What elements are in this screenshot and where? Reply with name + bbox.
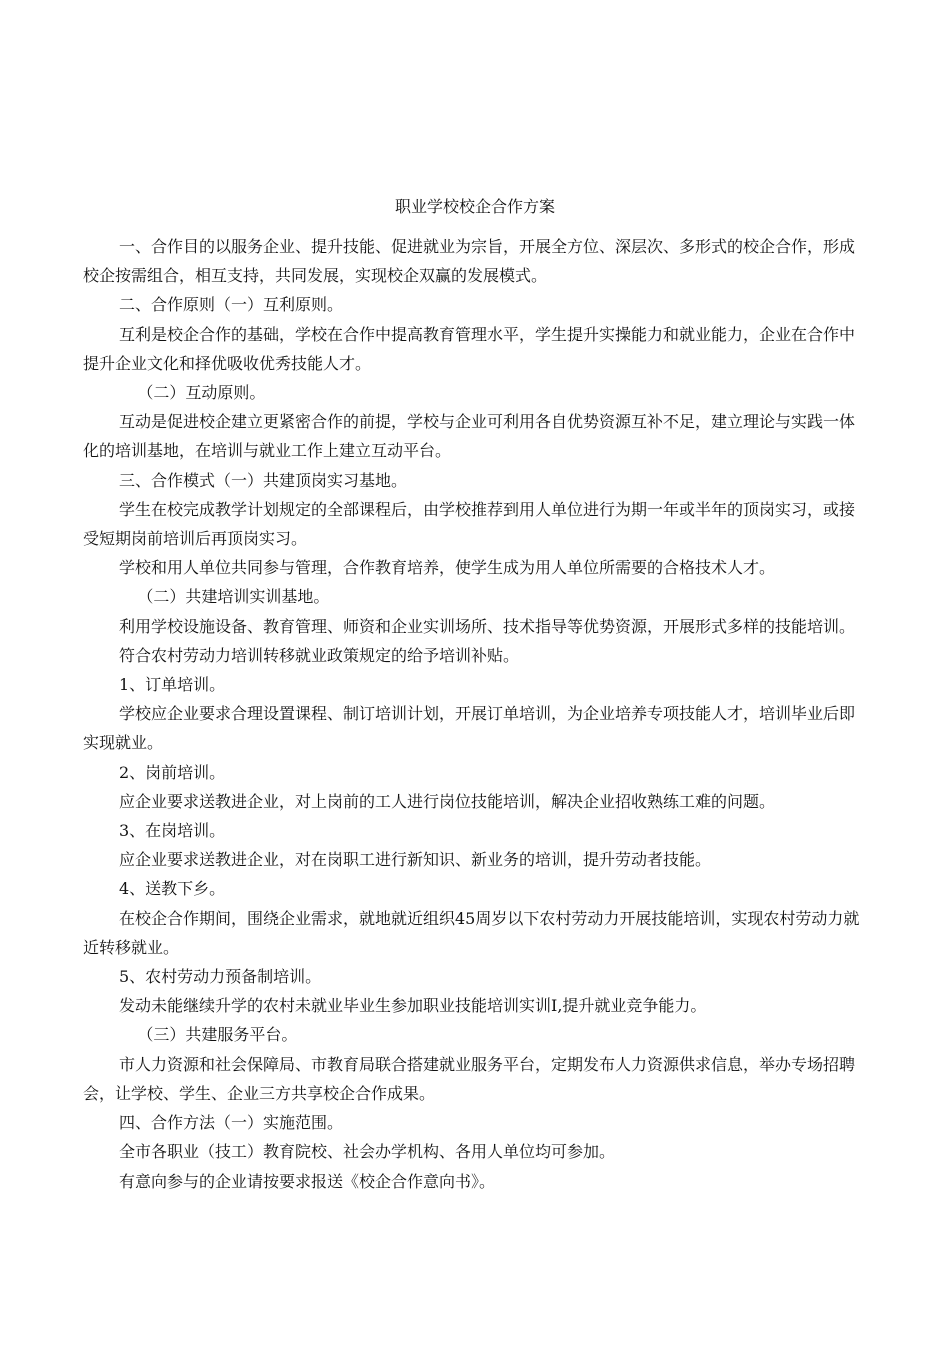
heading-principles: 二、合作原则（一）互利原则。 (119, 295, 344, 315)
paragraph-on-job-training: 应企业要求送教进企业，对在岗职工进行新知识、新业务的培训，提升劳动者技能。 (119, 850, 712, 870)
paragraph-purpose: 一、合作目的以服务企业、提升技能、促进就业为宗旨，开展全方位、深层次、多形式的校企合作，形成校企按需组合，相互支持，共同发展，实现校企双赢的发展模式。 (83, 237, 856, 286)
heading-preparatory-training: 5、农村劳动力预备制培训。 (119, 967, 322, 987)
paragraph-mutual-benefit: 互利是校企合作的基础，学校在合作中提高教育管理水平，学生提升实操能力和就业能力，企业在合作中提升企业文化和择优吸收优秀技能人才。 (83, 324, 856, 373)
heading-interaction: （二）互动原则。 (137, 383, 266, 403)
paragraph-subsidy: 符合农村劳动力培训转移就业政策规定的给予培训补贴。 (119, 645, 520, 665)
paragraph-scope: 全市各职业（技工）教育院校、社会办学机构、各用人单位均可参加。 (119, 1142, 616, 1162)
paragraph-rural-outreach: 在校企合作期间，围绕企业需求，就地就近组织45周岁以下农村劳动力开展技能培训，实现农村劳动力就近转移就业。 (83, 908, 860, 957)
heading-rural-outreach: 4、送教下乡。 (119, 879, 226, 899)
paragraph-order-training: 学校应企业要求合理设置课程、制订培训计划，开展订单培训，为企业培养专项技能人才，培训毕业后即实现就业。 (83, 704, 856, 753)
paragraph-service-platform: 市人力资源和社会保障局、市教育局联合搭建就业服务平台，定期发布人力资源供求信息，举办专场招聘会，让学校、学生、企业三方共享校企合作成果。 (83, 1054, 856, 1103)
paragraph-pre-job-training: 应企业要求送教进企业，对上岗前的工人进行岗位技能培训，解决企业招收熟练工难的问题。 (119, 791, 776, 811)
heading-on-job-training: 3、在岗培训。 (119, 821, 226, 841)
paragraph-interaction: 互动是促进校企建立更紧密合作的前提，学校与企业可利用各自优势资源互补不足，建立理论与实践一体化的培训基地，在培训与就业工作上建立互动平台。 (83, 412, 856, 461)
paragraph-application: 有意向参与的企业请按要求报送《校企合作意向书》。 (119, 1171, 496, 1191)
paragraph-joint-management: 学校和用人单位共同参与管理，合作教育培养，使学生成为用人单位所需要的合格技术人才。 (119, 558, 776, 578)
paragraph-resources: 利用学校设施设备、教育管理、师资和企业实训场所、技术指导等优势资源，开展形式多样的技能培训。 (119, 616, 856, 636)
document-body (83, 232, 868, 1196)
heading-order-training: 1、订单培训。 (119, 675, 226, 695)
paragraph-preparatory-training: 发动未能继续升学的农村未就业毕业生参加职业技能培训实训I,提升就业竞争能力。 (119, 996, 707, 1016)
paragraph-internship: 学生在校完成教学计划规定的全部课程后，由学校推荐到用人单位进行为期一年或半年的顶岗实习，或接受短期岗前培训后再顶岗实习。 (83, 499, 856, 549)
heading-pre-job-training: 2、岗前培训。 (119, 762, 226, 782)
heading-training-base: （二）共建培训实训基地。 (137, 587, 330, 607)
heading-service-platform: （三）共建服务平台。 (137, 1025, 298, 1045)
document-title: 职业学校校企合作方案 (394, 197, 555, 216)
heading-modes: 三、合作模式（一）共建顶岗实习基地。 (119, 470, 408, 490)
heading-methods: 四、合作方法（一）实施范围。 (119, 1113, 344, 1133)
